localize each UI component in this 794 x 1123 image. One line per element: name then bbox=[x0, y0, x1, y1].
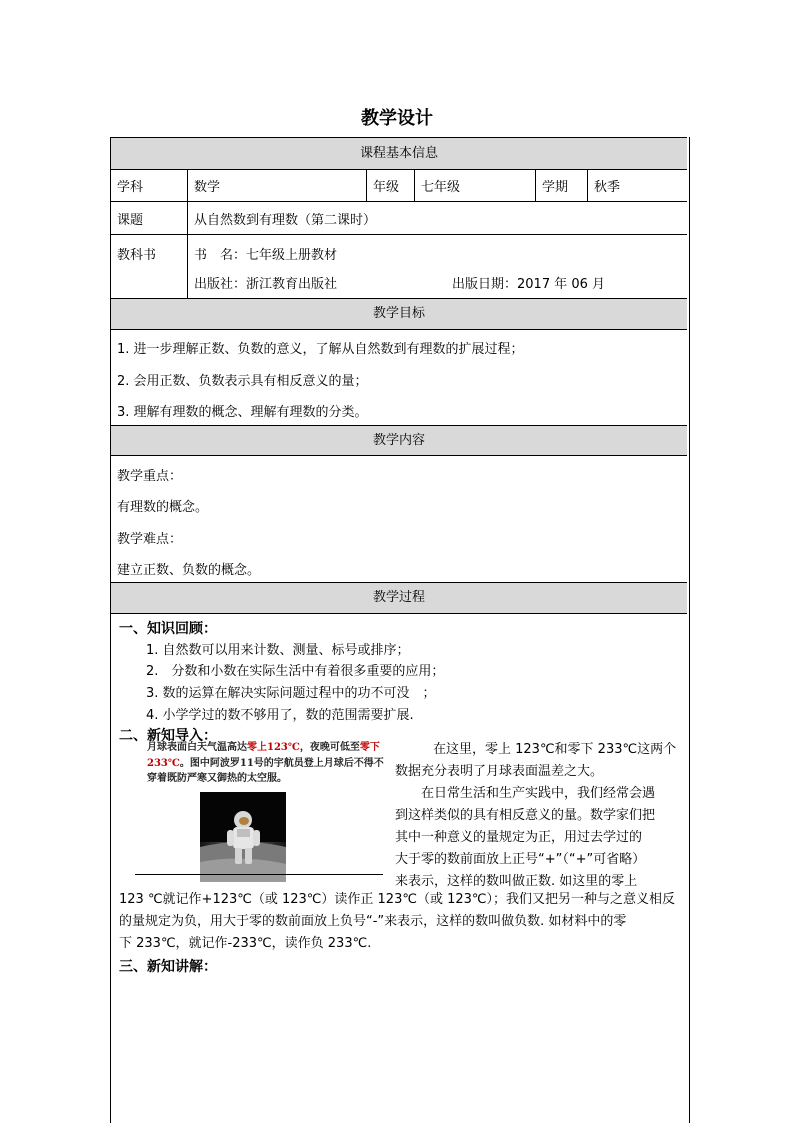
review-item: 2. 分数和小数在实际生活中有着很多重要的应用； bbox=[146, 664, 445, 679]
grade-value: 七年级 bbox=[421, 180, 461, 195]
topic-label: 课题 bbox=[117, 212, 144, 228]
review-item: 3. 数的运算在解决实际问题过程中的功不可没 ； bbox=[146, 686, 436, 701]
book-name: 书 名：七年级上册教材 bbox=[194, 248, 338, 263]
objectives-header bbox=[111, 298, 687, 330]
intro-paragraph-full: 123 ℃就记作+123℃（或 123℃）读作正 123℃（或 123℃）；我们又把另一种与之意义相反 的量规定为负，用大于零的数前面放上负号“-”来表示，这样的数叫做负数. 如材料中的零 下 233℃，就记作-233℃，读作负 233℃. bbox=[119, 892, 675, 951]
topic-value: 从自然数到有理数（第二课时） bbox=[194, 212, 377, 228]
review-item: 1. 自然数可以用来计数、测量、标号或排序； bbox=[146, 643, 410, 658]
content-header-text: 教学内容 bbox=[372, 433, 425, 448]
intro-paragraph-right: 在这里，零上 123℃和零下 233℃这两个 数据充分表明了月球表面温差之大。 在日常生活和生产实践中，我们经常会遇 到这样类似的具有相反意义的量。数学家们把 其中一种意义的量规定为正，用过去学过的 大于零的数前面放上正号“+”（“+”可省略） 来表示，这样的数叫做正数. 如这里的零上 bbox=[395, 742, 677, 889]
document-title: 教学设计 bbox=[361, 108, 433, 129]
process-header bbox=[111, 582, 687, 614]
moon-temperature-quote: 月球表面白天气温高达零上123℃，夜晚可低至零下233℃。图中阿波罗11号的宇航员登上月球后不得不穿着既防严寒又御热的太空服。 bbox=[147, 742, 384, 784]
subject-value: 数学 bbox=[194, 180, 221, 195]
section-review-title: 一、知识回顾： bbox=[119, 621, 217, 637]
objective-item: 2. 会用正数、负数表示具有相反意义的量； bbox=[117, 374, 368, 389]
publish-date: 出版日期：2017 年 06 月 bbox=[452, 277, 606, 292]
grade-label: 年级 bbox=[373, 180, 400, 195]
quote-underline bbox=[135, 874, 383, 875]
process-header-text: 教学过程 bbox=[372, 590, 425, 605]
lesson-table bbox=[110, 137, 690, 1123]
quote-highlight-cold: 零下233℃ bbox=[147, 742, 380, 769]
section-intro-title: 二、新知导入： bbox=[119, 728, 217, 744]
difficult-point-text: 建立正数、负数的概念。 bbox=[117, 563, 261, 578]
textbook-label: 教科书 bbox=[117, 248, 157, 263]
subject-row bbox=[111, 170, 687, 202]
review-item: 4. 小学学过的数不够用了，数的范围需要扩展. bbox=[146, 708, 414, 723]
term-label: 学期 bbox=[542, 180, 569, 195]
basic-info-header bbox=[111, 137, 687, 170]
subject-label: 学科 bbox=[117, 180, 144, 195]
textbook-row bbox=[111, 235, 687, 299]
objective-item: 3. 理解有理数的概念、理解有理数的分类。 bbox=[117, 405, 368, 420]
key-point-label: 教学重点： bbox=[117, 469, 183, 484]
content-header bbox=[111, 425, 687, 456]
key-point-text: 有理数的概念。 bbox=[117, 500, 209, 515]
objective-item: 1. 进一步理解正数、负数的意义，了解从自然数到有理数的扩展过程； bbox=[117, 342, 524, 357]
difficult-point-label: 教学难点： bbox=[117, 532, 183, 547]
term-value: 秋季 bbox=[594, 180, 621, 195]
quote-highlight-hot: 零上123℃ bbox=[247, 742, 300, 753]
basic-info-header-text: 课程基本信息 bbox=[359, 146, 438, 161]
section-explain-title: 三、新知讲解： bbox=[119, 959, 217, 975]
objectives-header-text: 教学目标 bbox=[372, 306, 425, 321]
publisher: 出版社：浙江教育出版社 bbox=[194, 277, 338, 292]
astronaut-photo bbox=[200, 792, 286, 882]
topic-row bbox=[111, 202, 687, 235]
